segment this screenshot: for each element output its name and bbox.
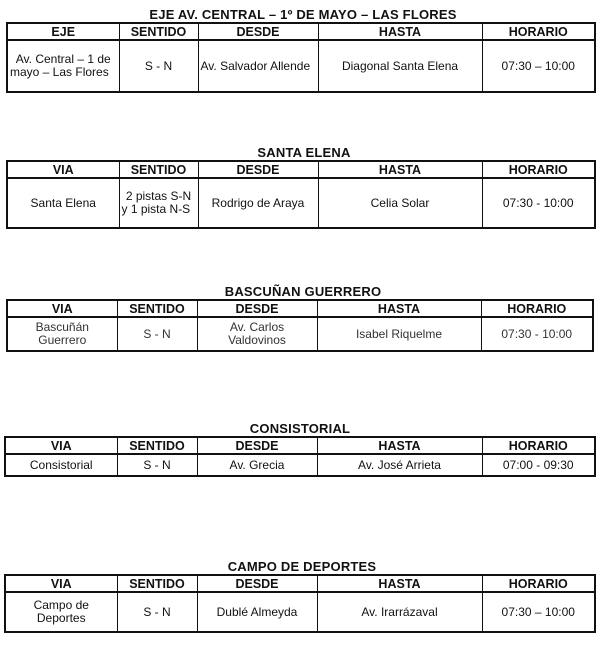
table-header-row: [7, 161, 595, 178]
col-header-hasta: HASTA: [317, 300, 481, 317]
col-header-hasta: HASTA: [317, 437, 482, 454]
cell-via: Bascuñán Guerrero: [7, 317, 117, 351]
schedule-table: [6, 22, 596, 93]
col-header-horario: HORARIO: [482, 575, 595, 592]
col-header-sentido: SENTIDO: [119, 161, 198, 178]
col-header-desde: DESDE: [197, 300, 317, 317]
schedule-table: [4, 574, 596, 633]
col-header-horario: HORARIO: [482, 437, 595, 454]
table-header-row: [7, 23, 595, 40]
cell-horario: 07:00 - 09:30: [482, 454, 595, 476]
table-row: [7, 40, 595, 92]
section-santa-elena: [6, 146, 594, 229]
table-header-row: [7, 300, 593, 317]
col-header-hasta: HASTA: [318, 161, 482, 178]
col-header-horario: HORARIO: [482, 161, 595, 178]
cell-sentido: S - N: [117, 592, 197, 632]
section-campo-de-deportes: [4, 560, 594, 633]
table-row: [5, 454, 595, 476]
cell-via: Av. Central – 1 de mayo – Las Flores: [7, 40, 119, 92]
col-header-via: VIA: [7, 161, 119, 178]
col-header-hasta: HASTA: [317, 575, 482, 592]
cell-horario: 07:30 – 10:00: [482, 592, 595, 632]
col-header-sentido: SENTIDO: [117, 437, 197, 454]
schedule-table: [6, 299, 594, 352]
cell-hasta: Av. José Arrieta: [317, 454, 482, 476]
cell-hasta: Celia Solar: [318, 178, 482, 228]
col-header-desde: DESDE: [198, 23, 318, 40]
cell-sentido: S - N: [117, 317, 197, 351]
table-row: [7, 317, 593, 351]
col-header-sentido: SENTIDO: [119, 23, 198, 40]
schedule-table: [4, 436, 596, 477]
cell-desde: Av. Carlos Valdovinos: [197, 317, 317, 351]
schedule-table: [6, 160, 596, 229]
cell-sentido: 2 pistas S-N y 1 pista N-S: [119, 178, 198, 228]
col-header-desde: DESDE: [197, 575, 317, 592]
section-title: BASCUÑAN GUERRERO: [224, 284, 382, 299]
table-row: [7, 178, 595, 228]
cell-horario: 07:30 - 10:00: [482, 178, 595, 228]
cell-sentido: S - N: [117, 454, 197, 476]
cell-horario: 07:30 – 10:00: [482, 40, 595, 92]
col-header-sentido: SENTIDO: [117, 300, 197, 317]
cell-hasta: Diagonal Santa Elena: [318, 40, 482, 92]
col-header-horario: HORARIO: [482, 23, 595, 40]
section-title: SANTA ELENA: [257, 145, 351, 160]
cell-desde: Rodrigo de Araya: [198, 178, 318, 228]
col-header-via: VIA: [5, 575, 117, 592]
cell-sentido: S - N: [119, 40, 198, 92]
section-title: EJE AV. CENTRAL – 1º DE MAYO – LAS FLORES: [149, 7, 457, 22]
col-header-via: VIA: [7, 300, 117, 317]
table-header-row: [5, 575, 595, 592]
table-row: [5, 592, 595, 632]
section-title: CONSISTORIAL: [249, 421, 351, 436]
section-bascunan-guerrero: [6, 285, 592, 352]
cell-desde: Dublé Almeyda: [197, 592, 317, 632]
cell-desde: Av. Salvador Allende: [198, 40, 318, 92]
col-header-eje: EJE: [7, 23, 119, 40]
section-av-central: [6, 8, 594, 93]
col-header-via: VIA: [5, 437, 117, 454]
col-header-hasta: HASTA: [318, 23, 482, 40]
cell-via: Santa Elena: [7, 178, 119, 228]
cell-via: Consistorial: [5, 454, 117, 476]
table-header-row: [5, 437, 595, 454]
col-header-sentido: SENTIDO: [117, 575, 197, 592]
cell-hasta: Av. Irarrázaval: [317, 592, 482, 632]
cell-horario: 07:30 - 10:00: [481, 317, 593, 351]
cell-hasta: Isabel Riquelme: [317, 317, 481, 351]
section-consistorial: [4, 422, 594, 477]
cell-via: Campo de Deportes: [5, 592, 117, 632]
col-header-horario: HORARIO: [481, 300, 593, 317]
section-title: CAMPO DE DEPORTES: [227, 559, 377, 574]
col-header-desde: DESDE: [198, 161, 318, 178]
cell-desde: Av. Grecia: [197, 454, 317, 476]
col-header-desde: DESDE: [197, 437, 317, 454]
